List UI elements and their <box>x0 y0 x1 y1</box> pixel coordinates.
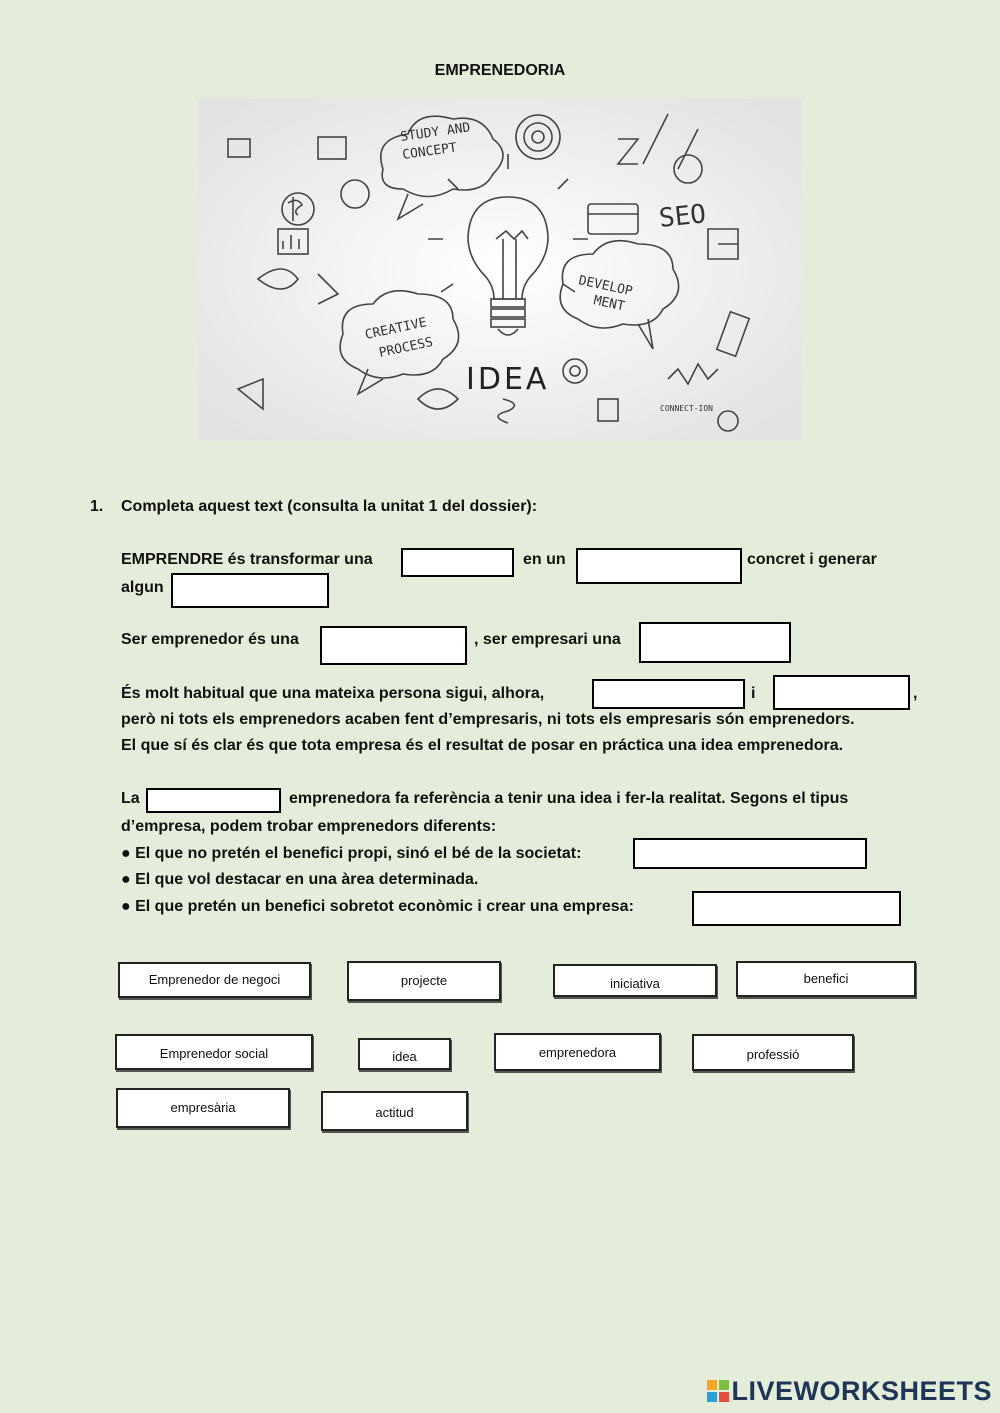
p4-bullet-1: ● El que no pretén el benefici propi, sinó el bé de la societat: <box>121 845 582 862</box>
tile-projecte[interactable] <box>347 961 501 1001</box>
question-header <box>90 498 537 516</box>
creative-text: CREATIVE <box>363 315 429 343</box>
p4-text-c: d’empresa, podem trobar emprenedors diferents: <box>121 818 497 835</box>
p3-text-b: i <box>751 685 756 702</box>
tile-label: idea <box>392 1049 417 1064</box>
blank-7-empresaria[interactable] <box>773 675 910 710</box>
tile-empresaria[interactable] <box>116 1088 290 1128</box>
tile-label: projecte <box>400 973 448 988</box>
connect-text: CONNECT-ION <box>660 404 713 413</box>
tile-label: emprenedora <box>538 1045 617 1060</box>
logo-text: LIVEWORKSHEETS <box>731 1376 992 1406</box>
p3-text-e: El que sí és clar és que tota empresa és el resultat de posar en práctica una idea emprenedora. <box>121 737 844 754</box>
blank-10-emprenedor-negoci[interactable] <box>692 891 901 926</box>
idea-sketch <box>198 99 802 441</box>
p2-text-a: Ser emprenedor és una <box>121 631 299 648</box>
tile-iniciativa[interactable] <box>553 964 717 997</box>
liveworksheets-logo <box>707 1376 992 1407</box>
question-text: Completa aquest text (consulta la unitat 1 del dossier): <box>121 498 538 515</box>
concept-text: CONCEPT <box>401 140 458 163</box>
p3-text-a: És molt habitual que una mateixa persona sigui, alhora, <box>121 685 545 702</box>
p4-text-b: emprenedora fa referència a tenir una idea i fer-la realitat. Segons el tipus <box>289 790 849 807</box>
process-text: PROCESS <box>377 334 435 361</box>
p2-text-b: , ser empresari una <box>474 631 621 648</box>
tile-emprenedor-de-negoci[interactable] <box>118 962 311 998</box>
blank-1-idea[interactable] <box>401 548 514 577</box>
p1-text-c: concret i generar <box>747 551 877 568</box>
develop-text: DEVELOP <box>577 273 634 300</box>
tile-professio[interactable] <box>692 1034 854 1071</box>
tile-emprenedor-social[interactable] <box>115 1034 313 1070</box>
liveworksheets-icon <box>707 1380 729 1402</box>
tile-label: professió <box>746 1047 800 1062</box>
blank-3-benefici[interactable] <box>171 573 329 608</box>
idea-text: IDEA <box>466 362 550 397</box>
blank-6-emprenedora[interactable] <box>592 679 745 709</box>
study-text: STUDY AND <box>399 120 472 145</box>
p4-text-a: La <box>121 790 140 807</box>
ment-text: MENT <box>592 293 626 315</box>
blank-4-actitud[interactable] <box>320 626 467 665</box>
tile-label: Emprenedor de negoci <box>148 972 281 987</box>
blank-8-iniciativa[interactable] <box>146 788 281 813</box>
tile-label: Emprenedor social <box>159 1046 269 1061</box>
tile-label: benefici <box>803 971 849 986</box>
tile-emprenedora[interactable] <box>494 1033 661 1071</box>
blank-9-emprenedor-social[interactable] <box>633 838 867 869</box>
tile-idea[interactable] <box>358 1038 451 1070</box>
tile-label: actitud <box>375 1105 414 1120</box>
page-title: EMPRENEDORIA <box>434 62 566 79</box>
blank-2-projecte[interactable] <box>576 548 742 584</box>
p4-bullet-2: ● El que vol destacar en una àrea determinada. <box>121 871 479 888</box>
p1-text-a: EMPRENDRE és transformar una <box>121 551 373 568</box>
tile-benefici[interactable] <box>736 961 916 997</box>
p3-text-c: , <box>913 685 918 702</box>
p3-text-d: però ni tots els emprenedors acaben fent d’empresaris, ni tots els empresaris són emprenedors. <box>121 711 855 728</box>
blank-5-professio[interactable] <box>639 622 791 663</box>
p1-text-d: algun <box>121 579 164 596</box>
tile-label: iniciativa <box>610 976 660 991</box>
p1-text-b: en un <box>523 551 566 568</box>
seo-text: SEO <box>657 199 708 234</box>
idea-illustration <box>198 99 802 441</box>
tile-label: empresària <box>170 1100 236 1115</box>
question-number: 1. <box>90 498 104 515</box>
tile-actitud[interactable] <box>321 1091 468 1131</box>
p4-bullet-3: ● El que pretén un benefici sobretot econòmic i crear una empresa: <box>121 898 634 915</box>
